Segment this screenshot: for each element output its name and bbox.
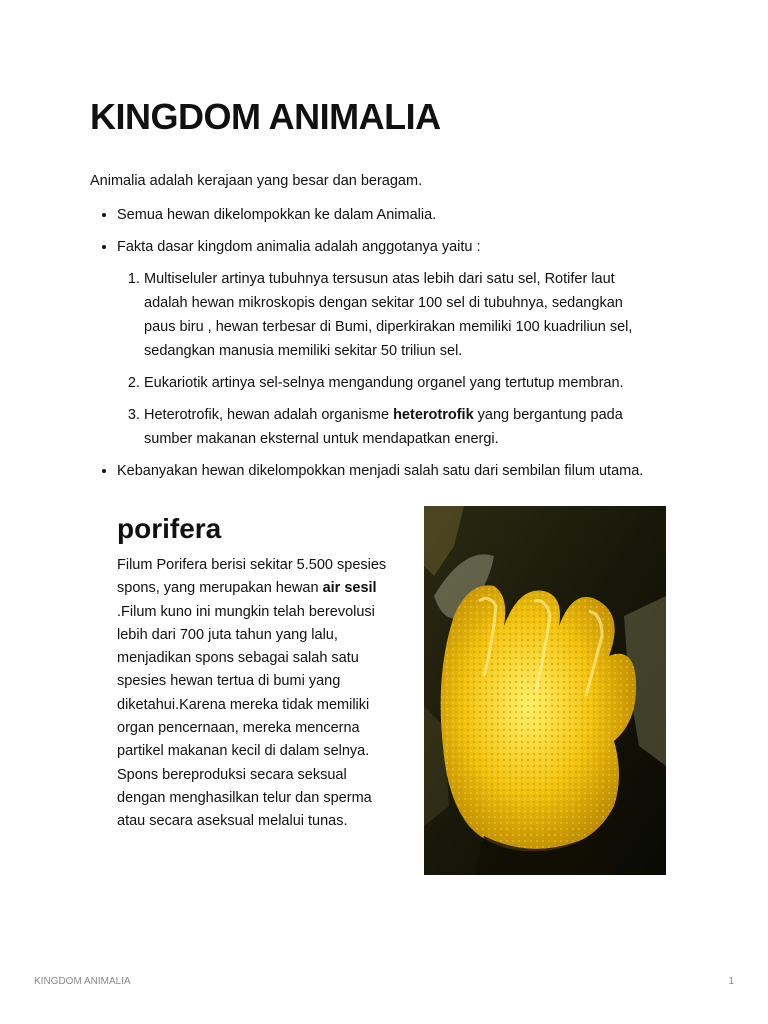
bullet-item	[117, 459, 717, 483]
page-title: KINGDOM ANIMALIA	[90, 96, 441, 137]
fact-text: Eukariotik artinya sel-selnya mengandung organel yang tertutup membran.	[144, 375, 624, 391]
bold-term: heterotrofik	[393, 407, 474, 423]
section-paragraph	[117, 554, 397, 834]
numbered-item	[144, 403, 644, 451]
paragraph-text: Filum Porifera berisi sekitar 5.500 spesies spons, yang merupakan hewan	[117, 557, 387, 597]
fact-bullet-list	[90, 203, 717, 491]
porifera-section	[117, 510, 397, 834]
bullet-item	[117, 203, 717, 227]
bullet-text: Fakta dasar kingdom animalia adalah anggotanya yaitu :	[117, 239, 481, 255]
intro-paragraph: Animalia adalah kerajaan yang besar dan beragam.	[90, 173, 423, 189]
bullet-item	[117, 235, 717, 451]
section-heading: porifera	[117, 513, 222, 544]
sponge-illustration	[424, 506, 666, 875]
numbered-item	[144, 267, 644, 363]
paragraph-text: .Filum kuno ini mungkin telah berevolusi lebih dari 700 juta tahun yang lalu, menjadikan spons sebagai salah satu spesies hewan tertua di bumi yang diketahui.Karena mereka tidak memiliki organ pencernaan, mereka mencerna partikel makanan kecil di dalam selnya. Spons bereproduksi secara seksual dengan menghasilkan telur dan sperma atau secara aseksual melalui tunas.	[117, 603, 375, 830]
bold-term: air sesil	[322, 580, 377, 597]
numbered-item	[144, 371, 644, 395]
footer-document-title: KINGDOM ANIMALIA	[34, 976, 131, 987]
fact-text: Multiseluler artinya tubuhnya tersusun atas lebih dari satu sel, Rotifer laut adalah hewan mikroskopis dengan sekitar 100 sel di tubuhnya, sedangkan paus biru , hewan terbesar di Bumi, diperkirakan memiliki 100 kuadriliun sel, sedangkan manusia memiliki sekitar 50 triliun sel.	[144, 271, 633, 359]
sponge-photo	[424, 506, 666, 875]
bullet-text: Semua hewan dikelompokkan ke dalam Animalia.	[117, 207, 437, 223]
page-number: 1	[728, 976, 734, 987]
fact-text: yang bergantung pada sumber makanan eksternal untuk mendapatkan energi.	[144, 407, 623, 447]
basic-facts-list	[117, 267, 644, 451]
bullet-text: Kebanyakan hewan dikelompokkan menjadi salah satu dari sembilan filum utama.	[117, 463, 644, 479]
fact-text: Heterotrofik, hewan adalah organisme	[144, 407, 394, 423]
